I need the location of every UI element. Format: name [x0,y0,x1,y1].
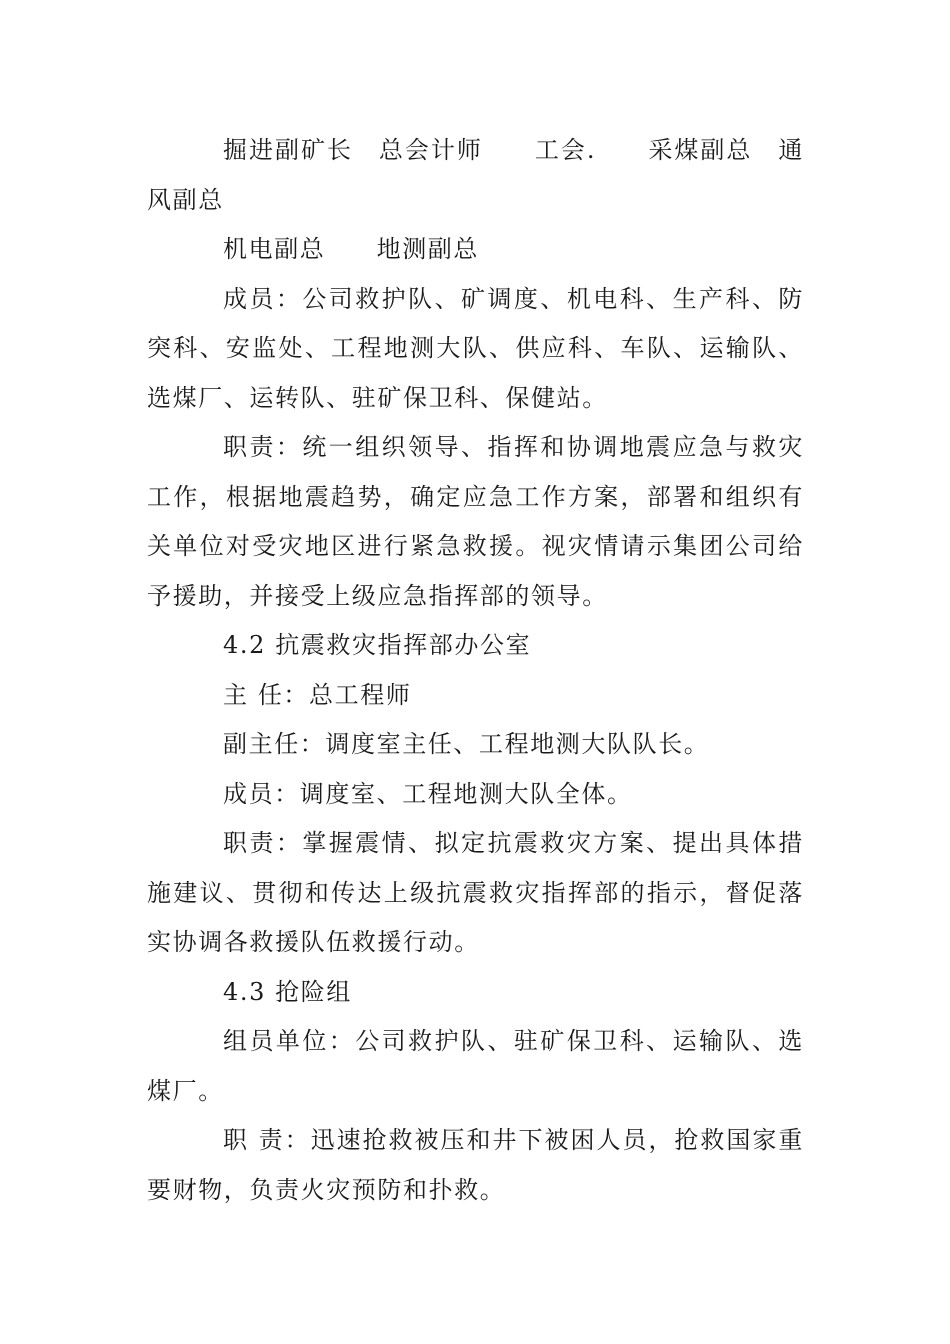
paragraph-office-members: 成员：调度室、工程地测大队全体。 [223,779,633,808]
document-body [147,126,804,1215]
paragraph-rescue-units: 组员单位：公司救护队、驻矿保卫科、运输队、选煤厂。 [147,1027,804,1105]
paragraph-rescue-duties: 职 责：迅速抢救被压和井下被困人员，抢救国家重要财物，负责火灾预防和扑救。 [147,1126,804,1204]
paragraph-deputy-director: 副主任：调度室主任、工程地测大队队长。 [223,730,710,758]
section-heading-4-2: 4.2 抗震救灾指挥部办公室 [223,631,532,659]
paragraph-leadership-line-2: 机电副总 地测副总 [223,235,479,263]
paragraph-members: 成员：公司救护队、矿调度、机电科、生产科、防突科、安监处、工程地测大队、供应科、车队、运输队、选煤厂、运转队、驻矿保卫科、保健站。 [147,284,804,412]
paragraph-office-duties: 职责：掌握震情、拟定抗震救灾方案、提出具体措施建议、贯彻和传达上级抗震救灾指挥部的指示，督促落实协调各救援队伍救援行动。 [147,829,804,956]
paragraph-duties: 职责：统一组织领导、指挥和协调地震应急与救灾工作，根据地震趋势，确定应急工作方案，部署和组织有关单位对受灾地区进行紧急救援。视灾情请示集团公司给予援助，并接受上级应急指挥部的领导。 [147,433,804,610]
section-heading-4-3: 4.3 抢险组 [223,977,352,1006]
paragraph-director: 主 任：总工程师 [223,680,412,709]
paragraph-leadership-line-1: 掘进副矿长 总会计师 工会. 采煤副总 通风副总 [147,136,804,214]
